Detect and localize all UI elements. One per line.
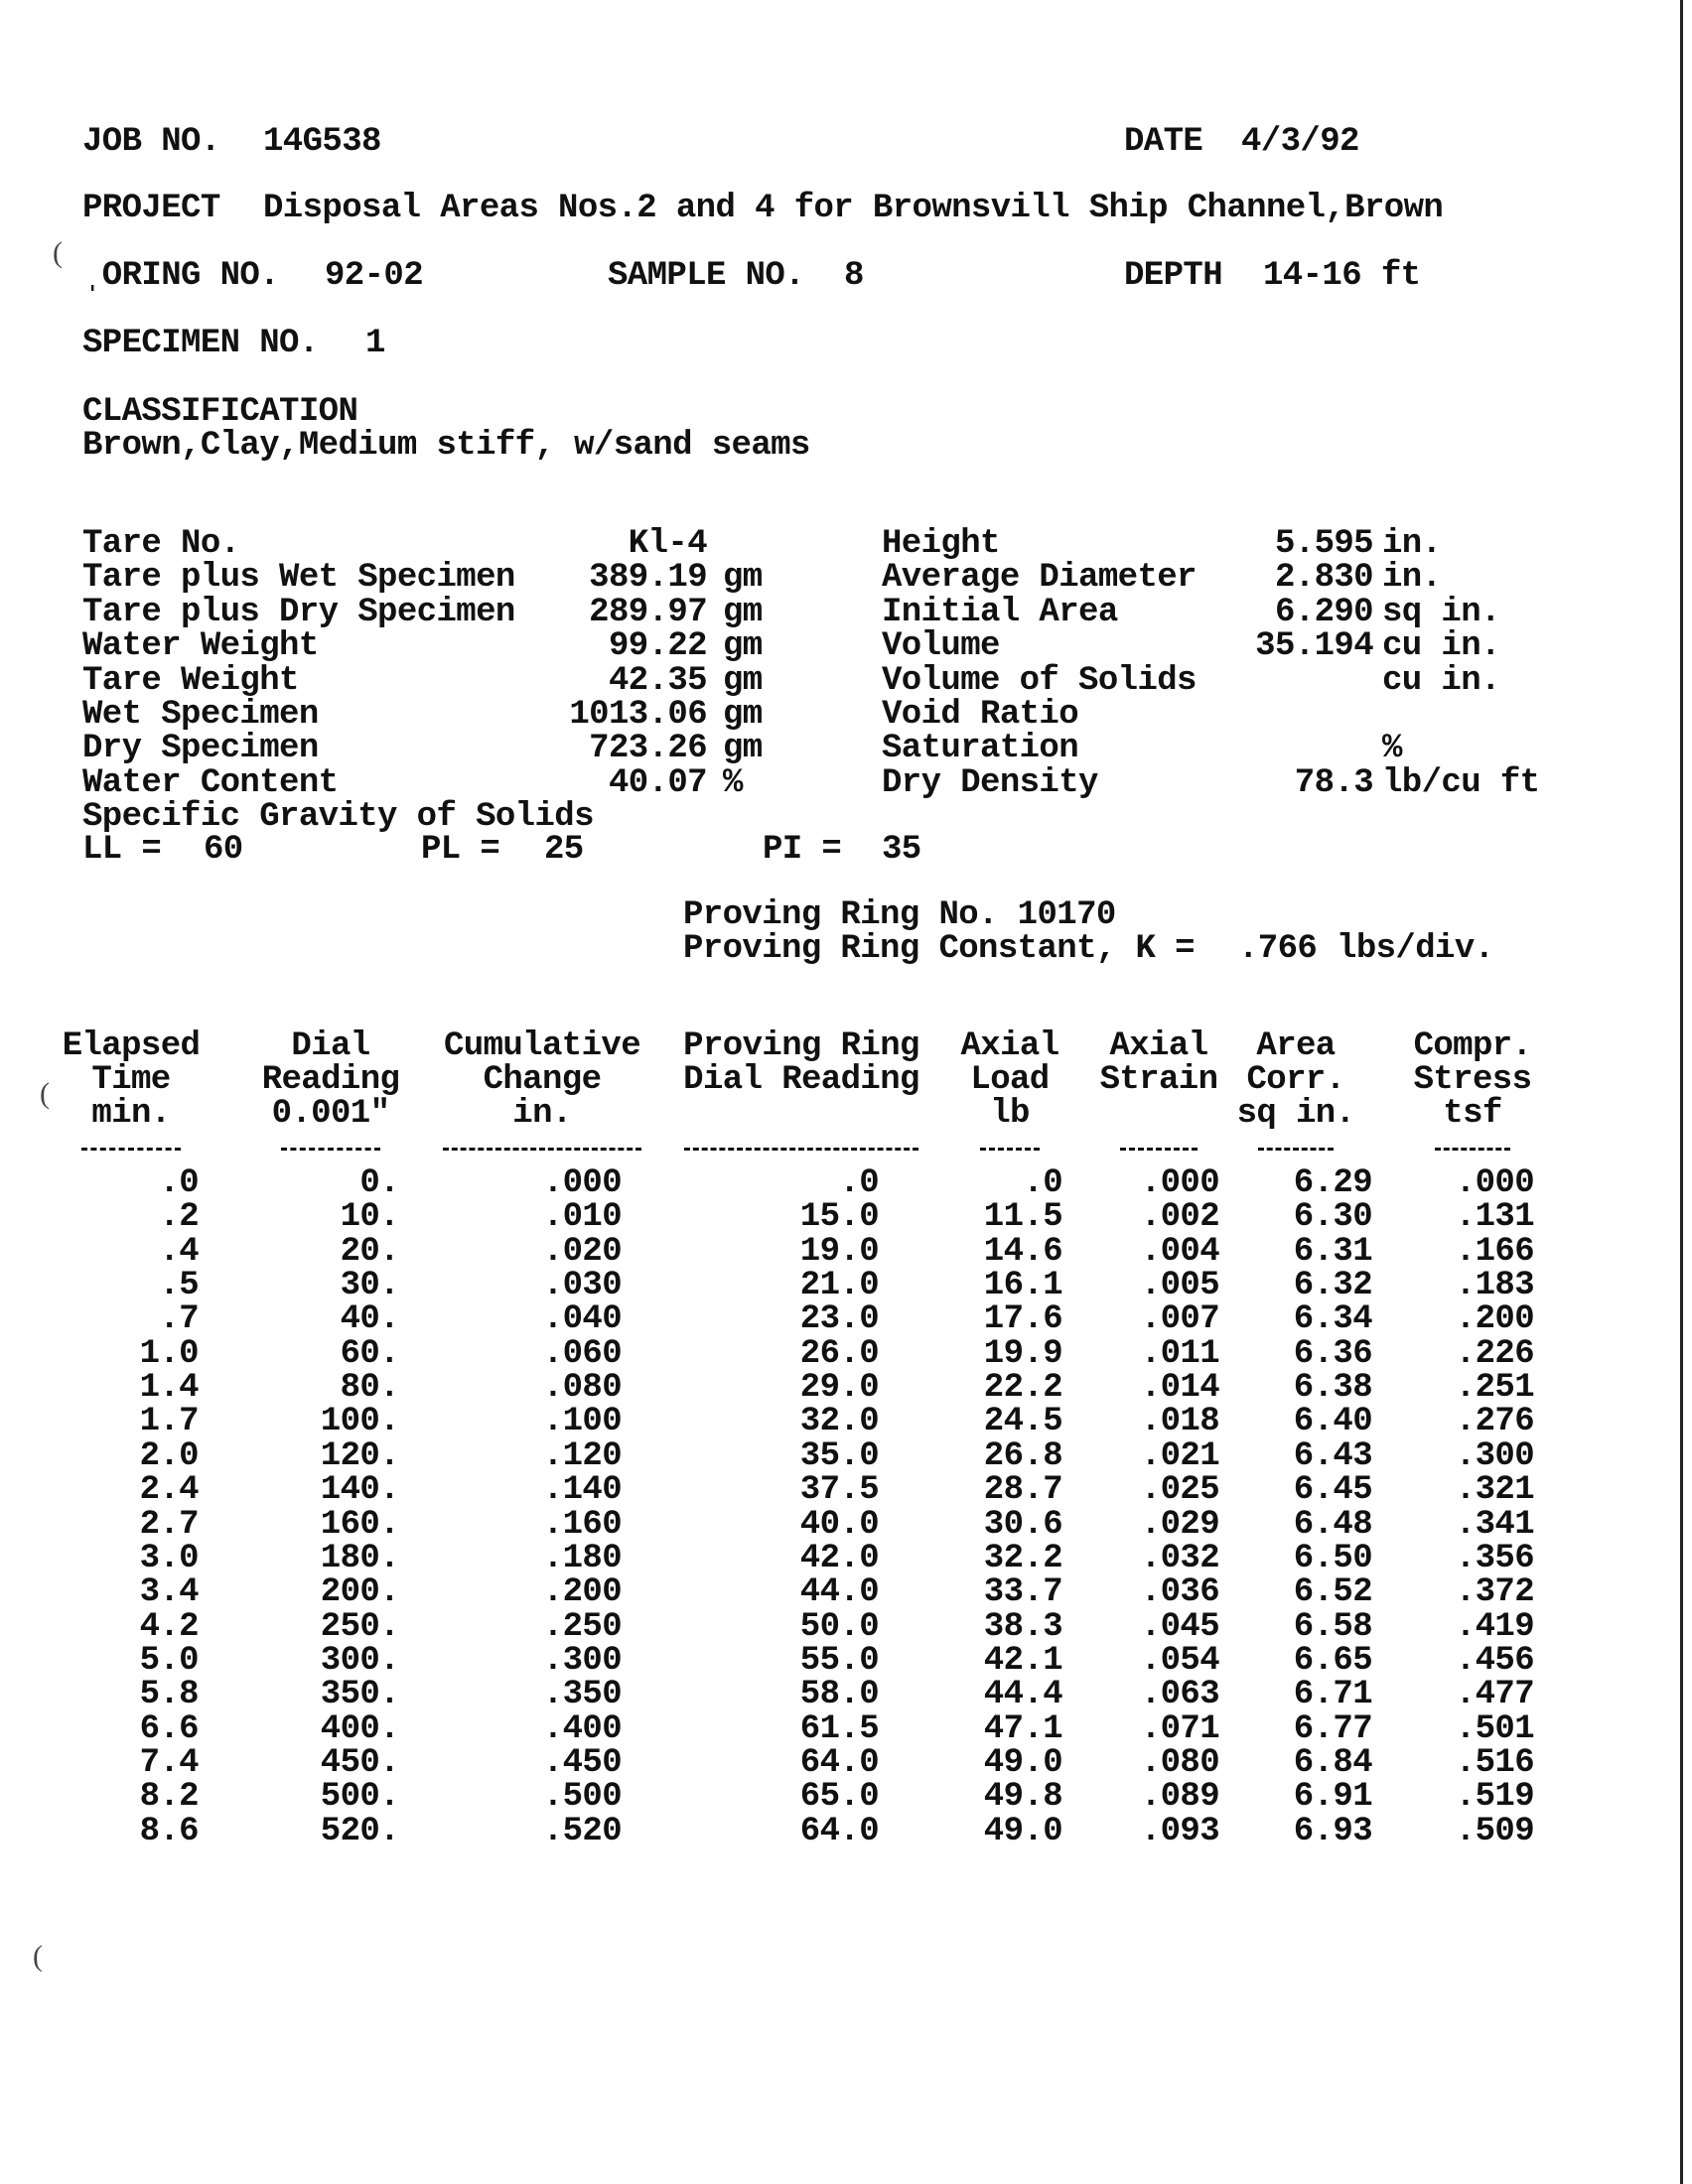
table-cell: 6.45 [1293, 1471, 1372, 1510]
table-cell: 80. [340, 1369, 399, 1408]
property-unit: cu in. [1382, 661, 1500, 700]
table-cell: .350 [542, 1676, 622, 1714]
table-cell: .0 [1023, 1164, 1062, 1202]
table-cell: .519 [1455, 1778, 1534, 1817]
column-header: tsf [1443, 1095, 1502, 1133]
property-unit: % [1382, 730, 1402, 768]
table-cell: .180 [542, 1539, 622, 1577]
table-cell: .4 [159, 1232, 199, 1271]
table-cell: 1.7 [139, 1403, 199, 1441]
table-cell: 4.2 [139, 1607, 199, 1646]
table-cell: 11.5 [983, 1198, 1062, 1237]
property-value: 2.830 [1274, 559, 1373, 598]
table-cell: .032 [1140, 1539, 1219, 1577]
table-cell: 6.52 [1293, 1573, 1372, 1612]
table-cell: .054 [1140, 1641, 1219, 1680]
table-cell: .021 [1140, 1436, 1219, 1475]
table-cell: 30.6 [983, 1505, 1062, 1544]
table-cell: 3.4 [139, 1573, 199, 1612]
header-separator [1120, 1148, 1198, 1151]
property-unit: gm [723, 730, 763, 768]
column-header: Elapsed [62, 1027, 201, 1065]
property-value: 5.595 [1274, 525, 1373, 563]
table-cell: 6.38 [1293, 1369, 1372, 1408]
pl-value: 25 [544, 831, 584, 869]
table-cell: 65.0 [799, 1778, 879, 1817]
column-header: Axial [960, 1027, 1059, 1065]
table-cell: .200 [1455, 1300, 1534, 1339]
table-cell: .029 [1140, 1505, 1219, 1544]
date-label: DATE [1124, 123, 1203, 161]
job-no-label: JOB NO. [82, 123, 220, 161]
table-cell: 32.2 [983, 1539, 1062, 1577]
table-cell: .419 [1455, 1607, 1534, 1646]
header-separator [1258, 1148, 1334, 1151]
table-cell: .004 [1140, 1232, 1219, 1271]
table-cell: .014 [1140, 1369, 1219, 1408]
property-value: 99.22 [608, 627, 707, 666]
table-cell: 0. [359, 1164, 399, 1202]
table-cell: 6.36 [1293, 1334, 1372, 1373]
table-cell: 6.40 [1293, 1403, 1372, 1441]
table-cell: 2.4 [139, 1471, 199, 1510]
table-cell: .251 [1455, 1369, 1534, 1408]
table-cell: .020 [542, 1232, 622, 1271]
property-label: Dry Density [882, 763, 1098, 802]
table-cell: .131 [1455, 1198, 1534, 1237]
property-label: Dry Specimen [82, 730, 319, 768]
property-value: 78.3 [1294, 763, 1373, 802]
property-value: 389.19 [589, 559, 707, 598]
header-separator [980, 1148, 1040, 1151]
classification-value: Brown,Clay,Medium stiff, w/sand seams [82, 427, 810, 465]
property-label: Volume [882, 627, 1000, 666]
column-header: sq in. [1236, 1095, 1355, 1133]
pi-value: 35 [882, 831, 921, 869]
table-cell: .093 [1140, 1812, 1219, 1850]
table-cell: 30. [340, 1267, 399, 1305]
property-value: 6.290 [1274, 593, 1373, 631]
depth-value: 14-16 ft [1263, 257, 1421, 295]
column-header: Proving Ring [683, 1027, 919, 1065]
property-label: Void Ratio [882, 696, 1079, 734]
table-cell: 55.0 [799, 1641, 879, 1680]
table-cell: .226 [1455, 1334, 1534, 1373]
table-cell: .509 [1455, 1812, 1534, 1850]
table-cell: .321 [1455, 1471, 1534, 1510]
table-cell: .400 [542, 1709, 622, 1748]
scan-mark: ( [33, 1940, 43, 1973]
table-cell: 22.2 [983, 1369, 1062, 1408]
column-header: Change [483, 1061, 602, 1099]
table-cell: 3.0 [139, 1539, 199, 1577]
property-unit: gm [723, 593, 763, 631]
column-header: Dial Reading [683, 1061, 919, 1099]
table-cell: .036 [1140, 1573, 1219, 1612]
table-cell: .341 [1455, 1505, 1534, 1544]
table-cell: 6.58 [1293, 1607, 1372, 1646]
table-cell: 20. [340, 1232, 399, 1271]
table-cell: 44.0 [799, 1573, 879, 1612]
project-value: Disposal Areas Nos.2 and 4 for Brownsvill Ship Channel,Brown [263, 190, 1444, 227]
pl-label: PL = [421, 831, 500, 869]
column-header: Compr. [1413, 1027, 1532, 1065]
table-cell: 6.93 [1293, 1812, 1372, 1850]
depth-label: DEPTH [1124, 257, 1223, 295]
column-header: lb [990, 1095, 1030, 1133]
date-value: 4/3/92 [1241, 123, 1359, 161]
property-value: 1013.06 [569, 696, 707, 734]
table-cell: 19.9 [983, 1334, 1062, 1373]
table-cell: 120. [320, 1436, 399, 1475]
property-value: 723.26 [589, 730, 707, 768]
table-cell: .011 [1140, 1334, 1219, 1373]
table-cell: .356 [1455, 1539, 1534, 1577]
table-cell: 5.8 [139, 1676, 199, 1714]
column-header: Dial [291, 1027, 370, 1065]
table-cell: .276 [1455, 1403, 1534, 1441]
table-cell: .010 [542, 1198, 622, 1237]
page-edge-line [1680, 0, 1683, 2184]
column-header: Area [1256, 1027, 1336, 1065]
table-cell: 64.0 [799, 1812, 879, 1850]
table-cell: 32.0 [799, 1403, 879, 1441]
table-cell: 200. [320, 1573, 399, 1612]
table-cell: 64.0 [799, 1743, 879, 1782]
column-header: Load [970, 1061, 1050, 1099]
table-cell: 500. [320, 1778, 399, 1817]
table-cell: 35.0 [799, 1436, 879, 1475]
table-cell: .501 [1455, 1709, 1534, 1748]
table-cell: 180. [320, 1539, 399, 1577]
table-cell: 400. [320, 1709, 399, 1748]
table-cell: .040 [542, 1300, 622, 1339]
property-label: Water Content [82, 763, 339, 802]
table-cell: 50.0 [799, 1607, 879, 1646]
table-cell: 450. [320, 1743, 399, 1782]
property-unit: sq in. [1382, 593, 1500, 631]
job-no-value: 14G538 [263, 123, 381, 161]
table-cell: 26.8 [983, 1436, 1062, 1475]
table-cell: 19.0 [799, 1232, 879, 1271]
table-cell: .300 [542, 1641, 622, 1680]
table-cell: 15.0 [799, 1198, 879, 1237]
header-separator [443, 1148, 641, 1151]
property-label: Tare plus Dry Specimen [82, 593, 515, 631]
property-label: Water Weight [82, 627, 319, 666]
table-cell: .025 [1140, 1471, 1219, 1510]
property-label: Wet Specimen [82, 696, 319, 734]
column-header: Corr. [1246, 1061, 1345, 1099]
table-cell: .060 [542, 1334, 622, 1373]
specimen-no-value: 1 [365, 325, 385, 362]
table-cell: 26.0 [799, 1334, 879, 1373]
table-cell: 29.0 [799, 1369, 879, 1408]
proving-ring-constant-value: .766 lbs/div. [1238, 930, 1494, 968]
property-value: 42.35 [608, 661, 707, 700]
column-header: Time [91, 1061, 171, 1099]
table-cell: 47.1 [983, 1709, 1062, 1748]
table-cell: 1.4 [139, 1369, 199, 1408]
header-separator [281, 1148, 380, 1151]
table-cell: .520 [542, 1812, 622, 1850]
table-cell: 40.0 [799, 1505, 879, 1544]
table-cell: 60. [340, 1334, 399, 1373]
table-cell: 8.6 [139, 1812, 199, 1850]
column-header: Strain [1099, 1061, 1218, 1099]
table-cell: .100 [542, 1403, 622, 1441]
column-header: min. [91, 1095, 171, 1133]
table-cell: .2 [159, 1198, 199, 1237]
pi-label: PI = [763, 831, 842, 869]
property-label: Tare No. [82, 525, 240, 563]
table-cell: 8.2 [139, 1778, 199, 1817]
table-cell: .372 [1455, 1573, 1534, 1612]
table-cell: 6.84 [1293, 1743, 1372, 1782]
table-cell: 2.7 [139, 1505, 199, 1544]
table-cell: 38.3 [983, 1607, 1062, 1646]
table-cell: 61.5 [799, 1709, 879, 1748]
table-cell: .140 [542, 1471, 622, 1510]
table-cell: .166 [1455, 1232, 1534, 1271]
table-cell: 350. [320, 1676, 399, 1714]
property-unit: in. [1382, 525, 1442, 563]
table-cell: 6.29 [1293, 1164, 1372, 1202]
column-header: in. [512, 1095, 572, 1133]
table-cell: .000 [542, 1164, 622, 1202]
table-cell: 520. [320, 1812, 399, 1850]
proving-ring-constant-label: Proving Ring Constant, K = [683, 930, 1195, 968]
column-header: Axial [1109, 1027, 1208, 1065]
table-cell: 58.0 [799, 1676, 879, 1714]
table-cell: .160 [542, 1505, 622, 1544]
table-cell: .005 [1140, 1267, 1219, 1305]
property-label: Volume of Solids [882, 661, 1197, 700]
table-cell: .000 [1140, 1164, 1219, 1202]
table-cell: 100. [320, 1403, 399, 1441]
project-label: PROJECT [82, 190, 220, 227]
header-separator [684, 1148, 918, 1151]
table-cell: 6.31 [1293, 1232, 1372, 1271]
table-cell: 1.0 [139, 1334, 199, 1373]
table-cell: .000 [1455, 1164, 1534, 1202]
property-label: Average Diameter [882, 559, 1197, 598]
table-cell: 42.1 [983, 1641, 1062, 1680]
property-value: Kl-4 [628, 525, 707, 563]
table-cell: 49.0 [983, 1812, 1062, 1850]
table-cell: .7 [159, 1300, 199, 1339]
boring-no-value: 92-02 [325, 257, 424, 295]
table-cell: .080 [542, 1369, 622, 1408]
table-cell: 44.4 [983, 1676, 1062, 1714]
table-cell: .018 [1140, 1403, 1219, 1441]
property-value: 40.07 [608, 763, 707, 802]
table-cell: .183 [1455, 1267, 1534, 1305]
table-cell: 6.77 [1293, 1709, 1372, 1748]
table-cell: 17.6 [983, 1300, 1062, 1339]
table-cell: 24.5 [983, 1403, 1062, 1441]
table-cell: 49.0 [983, 1743, 1062, 1782]
property-unit: % [723, 763, 743, 802]
table-cell: .045 [1140, 1607, 1219, 1646]
table-cell: .007 [1140, 1300, 1219, 1339]
table-cell: 10. [340, 1198, 399, 1237]
table-cell: 6.34 [1293, 1300, 1372, 1339]
table-cell: .250 [542, 1607, 622, 1646]
property-unit: gm [723, 559, 763, 598]
table-cell: .0 [159, 1164, 199, 1202]
table-cell: 5.0 [139, 1641, 199, 1680]
proving-ring-number: Proving Ring No. 10170 [683, 896, 1116, 934]
table-cell: 6.32 [1293, 1267, 1372, 1305]
property-label: Height [882, 525, 1000, 563]
property-label: Tare plus Wet Specimen [82, 559, 515, 598]
table-cell: 49.8 [983, 1778, 1062, 1817]
table-cell: 42.0 [799, 1539, 879, 1577]
table-cell: 28.7 [983, 1471, 1062, 1510]
header-separator [1435, 1148, 1510, 1151]
column-header: Stress [1413, 1061, 1532, 1099]
table-cell: 160. [320, 1505, 399, 1544]
table-cell: 140. [320, 1471, 399, 1510]
table-cell: 6.65 [1293, 1641, 1372, 1680]
table-cell: 7.4 [139, 1743, 199, 1782]
sample-no-value: 8 [844, 257, 864, 295]
scan-mark: ( [40, 1077, 50, 1110]
table-cell: .120 [542, 1436, 622, 1475]
table-cell: 6.6 [139, 1709, 199, 1748]
table-cell: 6.48 [1293, 1505, 1372, 1544]
ll-value: 60 [204, 831, 243, 869]
property-value: 289.97 [589, 593, 707, 631]
table-cell: .0 [839, 1164, 879, 1202]
specimen-no-label: SPECIMEN NO. [82, 325, 319, 362]
property-value: 35.194 [1255, 627, 1373, 666]
table-cell: .071 [1140, 1709, 1219, 1748]
table-cell: 16.1 [983, 1267, 1062, 1305]
table-cell: 6.50 [1293, 1539, 1372, 1577]
classification-label: CLASSIFICATION [82, 393, 358, 431]
table-cell: 33.7 [983, 1573, 1062, 1612]
ll-label: LL = [82, 831, 162, 869]
column-header: Cumulative [443, 1027, 641, 1065]
table-cell: 40. [340, 1300, 399, 1339]
property-unit: lb/cu ft [1382, 763, 1540, 802]
property-unit: gm [723, 696, 763, 734]
table-cell: .5 [159, 1267, 199, 1305]
property-label: Tare Weight [82, 661, 299, 700]
scan-mark: ( [53, 236, 63, 269]
table-cell: .200 [542, 1573, 622, 1612]
table-cell: .080 [1140, 1743, 1219, 1782]
table-cell: .477 [1455, 1676, 1534, 1714]
table-cell: 23.0 [799, 1300, 879, 1339]
table-cell: 250. [320, 1607, 399, 1646]
table-cell: 300. [320, 1641, 399, 1680]
property-unit: gm [723, 627, 763, 666]
table-cell: 14.6 [983, 1232, 1062, 1271]
table-cell: .300 [1455, 1436, 1534, 1475]
boring-no-label: ˌORING NO. [82, 257, 280, 295]
table-cell: .516 [1455, 1743, 1534, 1782]
table-cell: .450 [542, 1743, 622, 1782]
table-cell: .456 [1455, 1641, 1534, 1680]
property-unit: in. [1382, 559, 1442, 598]
property-label: Initial Area [882, 593, 1118, 631]
column-header: Reading [261, 1061, 400, 1099]
table-cell: 6.91 [1293, 1778, 1372, 1817]
table-cell: 6.43 [1293, 1436, 1372, 1475]
property-label: Saturation [882, 730, 1079, 768]
property-unit: gm [723, 661, 763, 700]
table-cell: 21.0 [799, 1267, 879, 1305]
property-label: Specific Gravity of Solids [82, 798, 594, 837]
table-cell: .002 [1140, 1198, 1219, 1237]
column-header: 0.001" [271, 1095, 390, 1133]
table-cell: 6.71 [1293, 1676, 1372, 1714]
sample-no-label: SAMPLE NO. [608, 257, 805, 295]
table-cell: 6.30 [1293, 1198, 1372, 1237]
table-cell: 37.5 [799, 1471, 879, 1510]
property-unit: cu in. [1382, 627, 1500, 666]
table-cell: .500 [542, 1778, 622, 1817]
table-cell: 2.0 [139, 1436, 199, 1475]
table-cell: .030 [542, 1267, 622, 1305]
table-cell: .063 [1140, 1676, 1219, 1714]
header-separator [81, 1148, 181, 1151]
table-cell: .089 [1140, 1778, 1219, 1817]
